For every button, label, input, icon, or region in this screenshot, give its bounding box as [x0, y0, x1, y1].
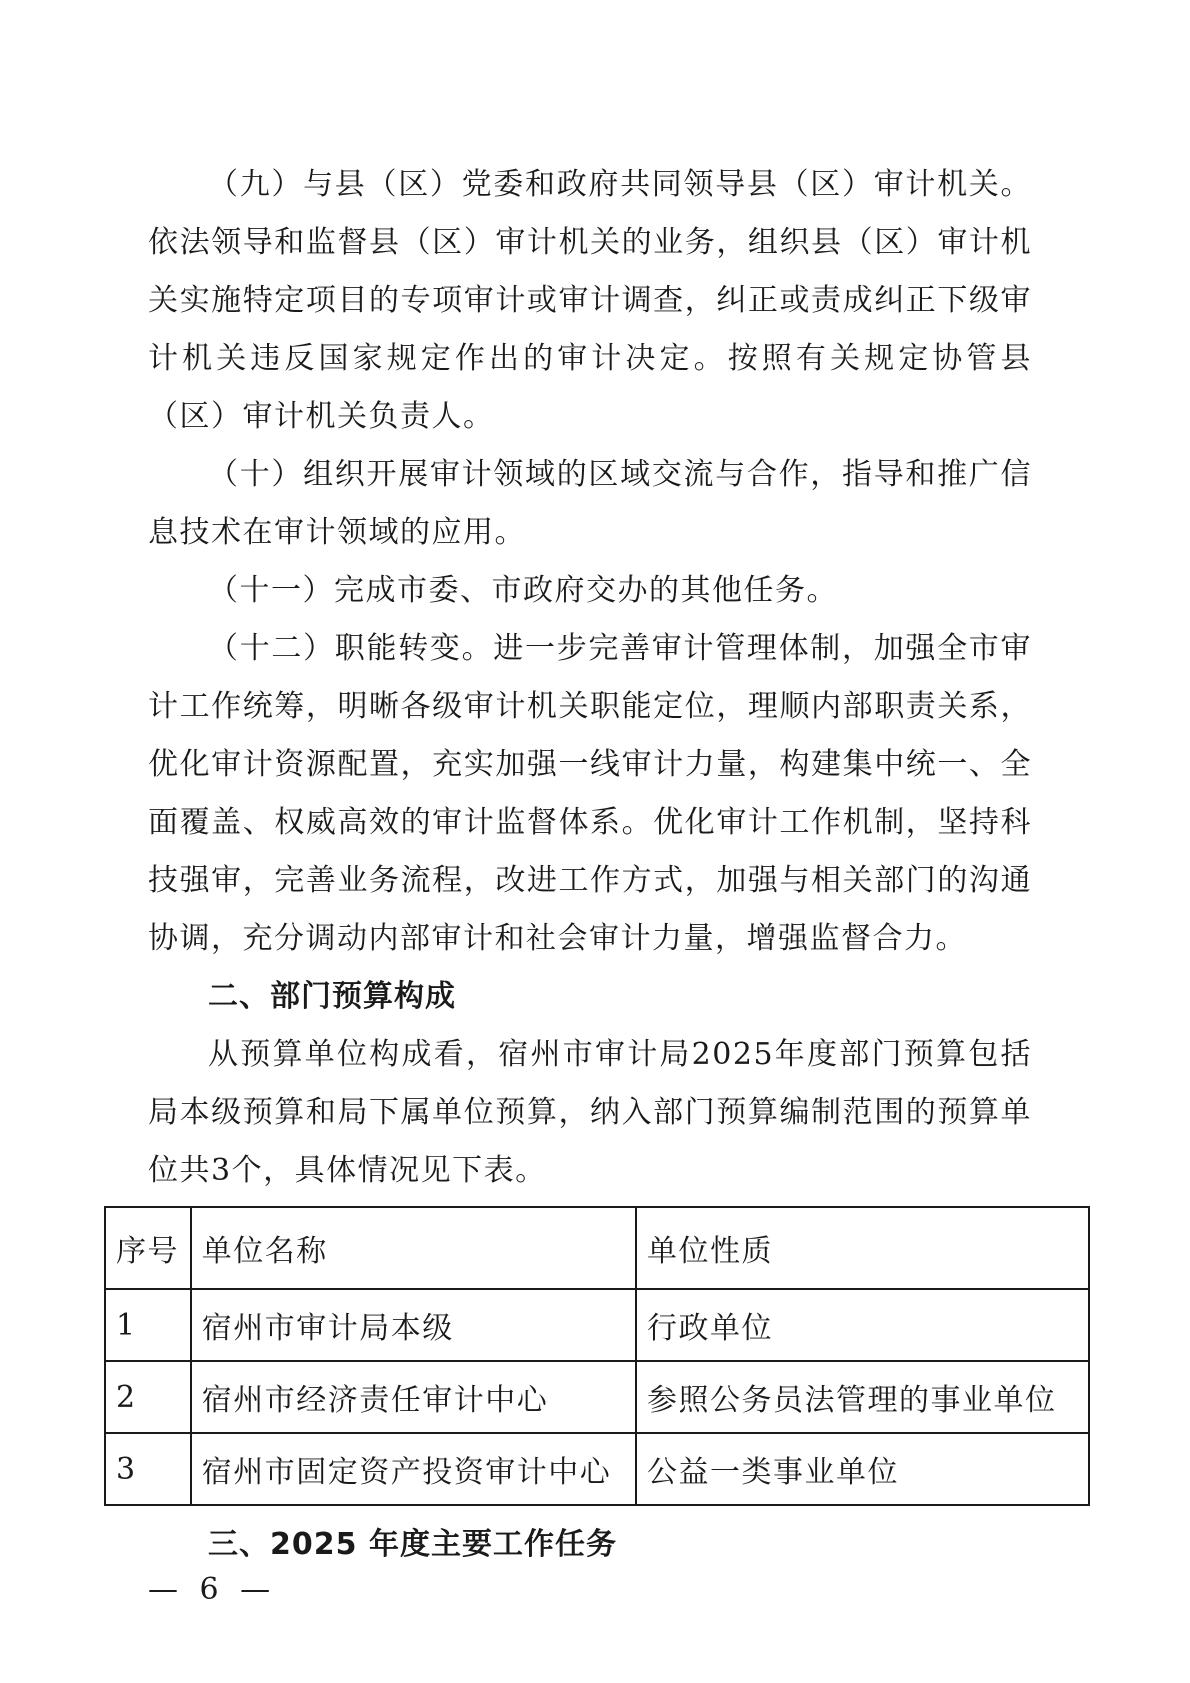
cell-unit-nature: 行政单位 — [636, 1289, 1089, 1361]
budget-composition-intro: 从预算单位构成看，宿州市审计局2025年度部门预算包括局本级预算和局下属单位预算，纳入部门预算编制范围的预算单位共3个，具体情况见下表。 — [148, 1037, 1032, 1188]
cell-unit-name: 宿州市经济责任审计中心 — [191, 1361, 636, 1433]
paragraph-item-11: （十一）完成市委、市政府交办的其他任务。 — [208, 573, 838, 608]
budget-units-table — [104, 1206, 1090, 1506]
cell-unit-nature: 公益一类事业单位 — [636, 1433, 1089, 1505]
table-header-row — [105, 1207, 1089, 1289]
header-unit-name: 单位名称 — [191, 1207, 636, 1289]
paragraph-item-10: （十）组织开展审计领域的区域交流与合作，指导和推广信息技术在审计领域的应用。 — [148, 457, 1032, 550]
header-serial: 序号 — [105, 1207, 191, 1289]
cell-unit-nature: 参照公务员法管理的事业单位 — [636, 1361, 1089, 1433]
cell-serial: 1 — [105, 1289, 191, 1361]
cell-serial: 2 — [105, 1361, 191, 1433]
section-heading-budget-composition: 二、部门预算构成 — [208, 979, 456, 1014]
table-row — [105, 1289, 1089, 1361]
table-row — [105, 1433, 1089, 1505]
header-unit-nature: 单位性质 — [636, 1207, 1089, 1289]
page-number: — 6 — — [148, 1572, 277, 1607]
section-heading-main-tasks: 三、2025 年度主要工作任务 — [208, 1527, 617, 1562]
budget-units-table-wrapper — [104, 1206, 1090, 1506]
page-content — [116, 156, 1057, 1574]
table-row — [105, 1361, 1089, 1433]
paragraph-item-9: （九）与县（区）党委和政府共同领导县（区）审计机关。依法领导和监督县（区）审计机关的业务，组织县（区）审计机关实施特定项目的专项审计或审计调查，纠正或责成纠正下级审计机关违反国家规定作出的审计决定。按照有关规定协管县（区）审计机关负责人。 — [148, 167, 1032, 434]
paragraph-item-12: （十二）职能转变。进一步完善审计管理体制，加强全市审计工作统筹，明晰各级审计机关职能定位，理顺内部职责关系，优化审计资源配置，充实加强一线审计力量，构建集中统一、全面覆盖、权威高效的审计监督体系。优化审计工作机制，坚持科技强审，完善业务流程，改进工作方式，加强与相关部门的沟通协调，充分调动内部审计和社会审计力量，增强监督合力。 — [148, 631, 1032, 956]
cell-unit-name: 宿州市审计局本级 — [191, 1289, 636, 1361]
cell-serial: 3 — [105, 1433, 191, 1505]
cell-unit-name: 宿州市固定资产投资审计中心 — [191, 1433, 636, 1505]
